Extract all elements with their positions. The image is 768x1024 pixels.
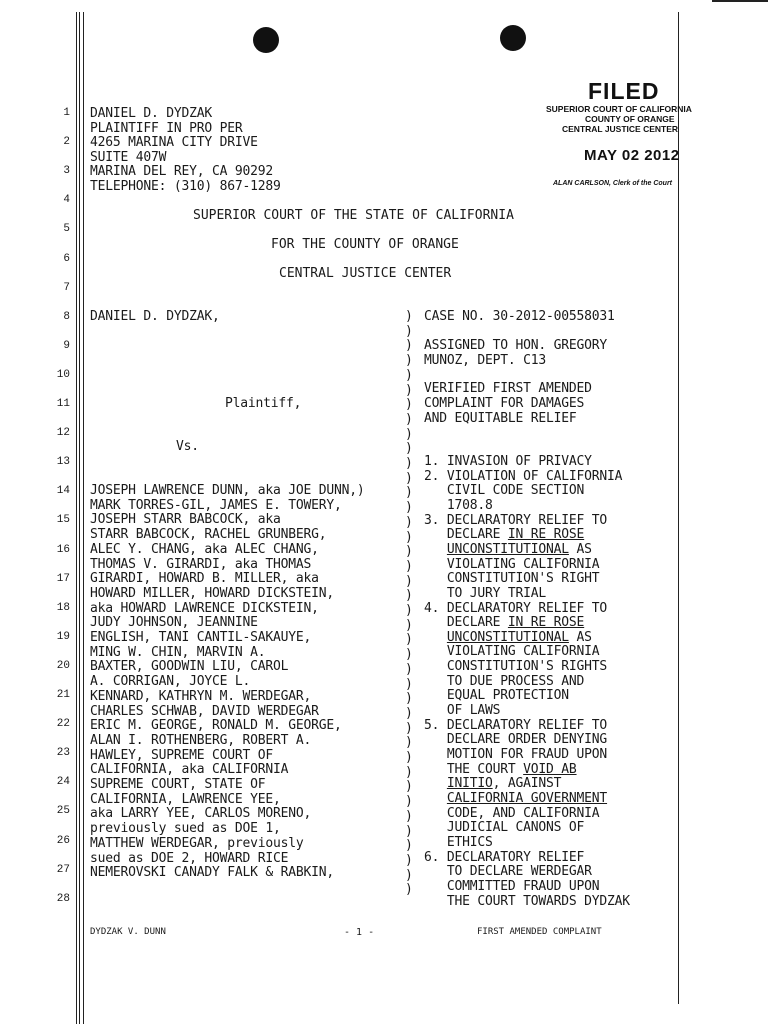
line-number: 17 (56, 572, 70, 585)
line-number: 6 (63, 252, 70, 265)
caption-bracket: ) (405, 573, 413, 589)
assigned-judge: ASSIGNED TO HON. GREGORY (424, 338, 608, 353)
claim-line: DECLARE IN RE ROSE (424, 615, 585, 631)
caption-bracket: ) (405, 794, 413, 810)
filed-stamp-clerk: ALAN CARLSON, Clerk of the Court (553, 180, 672, 187)
claim-line: CONSTITUTION'S RIGHTS (424, 659, 608, 675)
defendant-line: sued as DOE 2, HOWARD RICE (90, 850, 289, 866)
claim-line: DECLARE IN RE ROSE (424, 527, 585, 543)
claim-line (424, 792, 607, 807)
claim-line: TO DECLARE WERDEGAR (424, 864, 592, 880)
defendant-line: JUDY JOHNSON, JEANNINE (90, 615, 258, 631)
claim-line: 1. INVASION OF PRIVACY (424, 454, 592, 469)
defendant-line: SUPREME COURT, STATE OF (90, 777, 266, 792)
line-number: 8 (63, 310, 70, 323)
defendant-line: aka LARRY YEE, CARLOS MORENO, (90, 806, 312, 822)
header-line: 4265 MARINA CITY DRIVE (90, 135, 258, 151)
underlined-term: INITIO (446, 776, 493, 792)
footer-page-number: - 1 - (344, 927, 375, 938)
caption-bracket: ) (405, 456, 413, 471)
claim-line: THE COURT TOWARDS DYDZAK (424, 893, 630, 909)
defendant-line: GIRARDI, HOWARD B. MILLER, aka (90, 571, 319, 587)
plaintiff-label: Plaintiff, (225, 396, 302, 411)
underlined-term: UNCONSTITUTIONAL (446, 541, 569, 557)
claim-line: EQUAL PROTECTION (424, 688, 569, 704)
defendant-line: ENGLISH, TANI CANTIL-SAKAUYE, (90, 630, 312, 645)
defendant-line: JOSEPH STARR BABCOCK, aka (90, 512, 281, 528)
claim-line: UNCONSTITUTIONAL AS (446, 629, 592, 645)
caption-bracket: ) (405, 323, 413, 339)
line-number: 13 (56, 456, 70, 469)
caption-bracket: ) (405, 838, 413, 854)
caption-bracket: ) (405, 397, 413, 413)
header-line: SUITE 407W (90, 149, 167, 165)
line-number: 28 (56, 892, 70, 905)
defendant-line: ALEC Y. CHANG, aka ALEC CHANG, (90, 541, 319, 557)
defendant-line: NEMEROVSKI CANADY FALK & RABKIN, (90, 865, 335, 881)
defendant-line: BAXTER, GOODWIN LIU, CAROL (90, 659, 289, 675)
caption-bracket: ) (405, 779, 413, 795)
caption-bracket: ) (405, 529, 413, 545)
margin-rule (76, 12, 77, 1024)
caption-bracket: ) (405, 382, 413, 398)
line-number: 5 (63, 223, 70, 236)
claim-line: THE COURT VOID AB (424, 761, 577, 777)
underlined-term: CALIFORNIA GOVERNMENT (446, 790, 608, 806)
caption-bracket: ) (405, 353, 413, 369)
caption-bracket: ) (405, 426, 413, 442)
caption-bracket: ) (405, 367, 413, 383)
caption-bracket: ) (405, 500, 413, 516)
caption-bracket: ) (405, 309, 413, 324)
caption-bracket: ) (405, 764, 413, 780)
defendant-line: CALIFORNIA, aka CALIFORNIA (90, 762, 289, 778)
defendant-line: CALIFORNIA, LAWRENCE YEE, (90, 791, 281, 807)
claim-line: CODE, AND CALIFORNIA (424, 805, 600, 821)
line-number: 26 (56, 834, 70, 847)
claim-line: INITIO, AGAINST (446, 776, 562, 792)
line-number: 7 (63, 281, 70, 294)
caption-bracket: ) (405, 558, 413, 574)
filed-stamp-date: MAY 02 2012 (584, 147, 680, 164)
caption-bracket: ) (405, 338, 413, 354)
plaintiff-name: DANIEL D. DYDZAK, (90, 309, 220, 324)
caption-bracket: ) (405, 676, 413, 692)
line-number: 18 (56, 601, 70, 614)
filed-stamp-center: CENTRAL JUSTICE CENTER (562, 124, 679, 134)
court-county: FOR THE COUNTY OF ORANGE (271, 237, 459, 252)
claim-line: CONSTITUTION'S RIGHT (424, 571, 600, 587)
caption-bracket: ) (405, 632, 413, 648)
caption-bracket: ) (405, 691, 413, 707)
caption-bracket: ) (405, 750, 413, 765)
claim-line: COMMITTED FRAUD UPON (424, 878, 600, 894)
line-number: 23 (56, 747, 70, 760)
line-number: 12 (56, 427, 70, 440)
header-line: PLAINTIFF IN PRO PER (90, 120, 243, 136)
caption-bracket: ) (405, 470, 413, 486)
caption-bracket: ) (405, 617, 413, 633)
defendant-line: THOMAS V. GIRARDI, aka THOMAS (90, 556, 312, 572)
filed-stamp-title: FILED (588, 78, 660, 104)
caption-bracket: ) (405, 720, 413, 736)
filed-stamp-county: COUNTY OF ORANGE (585, 114, 675, 124)
defendant-line: STARR BABCOCK, RACHEL GRUNBERG, (90, 527, 327, 543)
line-number: 20 (56, 659, 70, 672)
margin-rule (79, 12, 80, 1024)
line-number: 10 (56, 368, 70, 381)
court-center: CENTRAL JUSTICE CENTER (279, 266, 452, 281)
caption-bracket: ) (405, 661, 413, 677)
claim-line: TO DUE PROCESS AND (424, 673, 585, 689)
claim-line: 2. VIOLATION OF CALIFORNIA (424, 468, 623, 484)
claim-line: 5. DECLARATORY RELIEF TO (424, 717, 608, 733)
defendant-line: CHARLES SCHWAB, DAVID WERDEGAR (90, 703, 319, 719)
claim-line: TO JURY TRIAL (424, 585, 547, 601)
caption-bracket: ) (405, 808, 413, 824)
line-number: 1 (63, 107, 70, 119)
defendant-line: MATTHEW WERDEGAR, previously (90, 835, 304, 851)
caption-bracket: ) (405, 705, 413, 721)
caption-bracket: ) (405, 867, 413, 883)
claim-line: JUDICIAL CANONS OF (424, 820, 585, 836)
complaint-title: COMPLAINT FOR DAMAGES (424, 396, 585, 411)
line-number: 9 (63, 339, 70, 352)
defendant-line: MING W. CHIN, MARVIN A. (90, 644, 266, 660)
line-number: 21 (56, 689, 70, 701)
header-line: MARINA DEL REY, CA 90292 (90, 164, 274, 180)
caption-bracket: ) (405, 852, 413, 868)
line-number: 15 (56, 514, 70, 527)
caption-bracket: ) (405, 544, 413, 560)
claim-line: 3. DECLARATORY RELIEF TO (424, 512, 608, 528)
claim-line: CIVIL CODE SECTION (424, 483, 585, 499)
line-number: 2 (63, 136, 70, 149)
defendant-line: aka HOWARD LAWRENCE DICKSTEIN, (90, 600, 319, 616)
header-line: TELEPHONE: (310) 867-1289 (90, 179, 281, 194)
line-number: 3 (63, 165, 70, 178)
claim-line: DECLARE ORDER DENYING (424, 732, 608, 748)
line-number: 27 (56, 863, 70, 876)
case-number: CASE NO. 30-2012-00558031 (424, 309, 615, 324)
defendant-line: JOSEPH LAWRENCE DUNN, aka JOE DUNN,) (90, 483, 365, 498)
caption-bracket: ) (405, 603, 413, 618)
claim-line: 4. DECLARATORY RELIEF TO (424, 600, 608, 616)
caption-bracket: ) (405, 485, 413, 501)
claim-line: VIOLATING CALIFORNIA (424, 644, 600, 660)
underlined-term: VOID AB (523, 761, 577, 777)
top-edge-mark (712, 0, 768, 2)
caption-bracket: ) (405, 441, 413, 457)
assigned-dept: MUNOZ, DEPT. C13 (424, 353, 547, 368)
line-number: 11 (56, 398, 70, 410)
underlined-term: IN RE ROSE (507, 615, 585, 631)
filed-stamp-court: SUPERIOR COURT OF CALIFORNIA (546, 104, 692, 114)
caption-bracket: ) (405, 588, 413, 604)
defendant-line: HOWARD MILLER, HOWARD DICKSTEIN, (90, 585, 335, 601)
defendant-line: MARK TORRES-GIL, JAMES E. TOWERY, (90, 497, 342, 513)
court-name: SUPERIOR COURT OF THE STATE OF CALIFORNIA (193, 208, 514, 223)
defendant-line: ERIC M. GEORGE, RONALD M. GEORGE, (90, 718, 342, 734)
defendant-line: A. CORRIGAN, JOYCE L. (90, 674, 251, 690)
footer-case-short: DYDZAK V. DUNN (90, 927, 166, 937)
caption-bracket: ) (405, 514, 413, 530)
line-number: 14 (56, 485, 70, 498)
claim-line: MOTION FOR FRAUD UPON (424, 747, 608, 762)
margin-rule (83, 12, 84, 1024)
line-number: 19 (56, 630, 70, 643)
line-number: 4 (63, 194, 70, 207)
line-number: 22 (56, 718, 70, 731)
claim-line: VIOLATING CALIFORNIA (424, 556, 600, 572)
complaint-title: VERIFIED FIRST AMENDED (424, 381, 592, 396)
underlined-term: IN RE ROSE (507, 527, 585, 543)
defendant-line: ALAN I. ROTHENBERG, ROBERT A. (90, 732, 312, 748)
caption-bracket: ) (405, 882, 413, 898)
underlined-term: UNCONSTITUTIONAL (446, 629, 569, 645)
caption-bracket: ) (405, 735, 413, 751)
caption-bracket: ) (405, 647, 413, 663)
punch-hole (500, 25, 526, 51)
versus-label: Vs. (176, 439, 199, 454)
claim-line: OF LAWS (424, 703, 501, 719)
defendant-line: HAWLEY, SUPREME COURT OF (90, 747, 274, 763)
header-line: DANIEL D. DYDZAK (90, 106, 213, 121)
caption-bracket: ) (405, 411, 413, 427)
complaint-title: AND EQUITABLE RELIEF (424, 411, 577, 426)
line-number: 24 (56, 776, 70, 789)
defendant-line: KENNARD, KATHRYN M. WERDEGAR, (90, 688, 312, 704)
claim-line: UNCONSTITUTIONAL AS (446, 541, 592, 557)
caption-bracket: ) (405, 823, 413, 839)
claim-line: 1708.8 (424, 497, 493, 513)
line-number: 16 (56, 543, 70, 556)
claim-line: 6. DECLARATORY RELIEF (424, 849, 585, 865)
punch-hole (253, 27, 279, 53)
footer-doc-title: FIRST AMENDED COMPLAINT (477, 927, 602, 937)
claim-line: ETHICS (424, 834, 493, 850)
defendant-line: previously sued as DOE 1, (90, 821, 281, 837)
line-number: 25 (56, 805, 70, 818)
